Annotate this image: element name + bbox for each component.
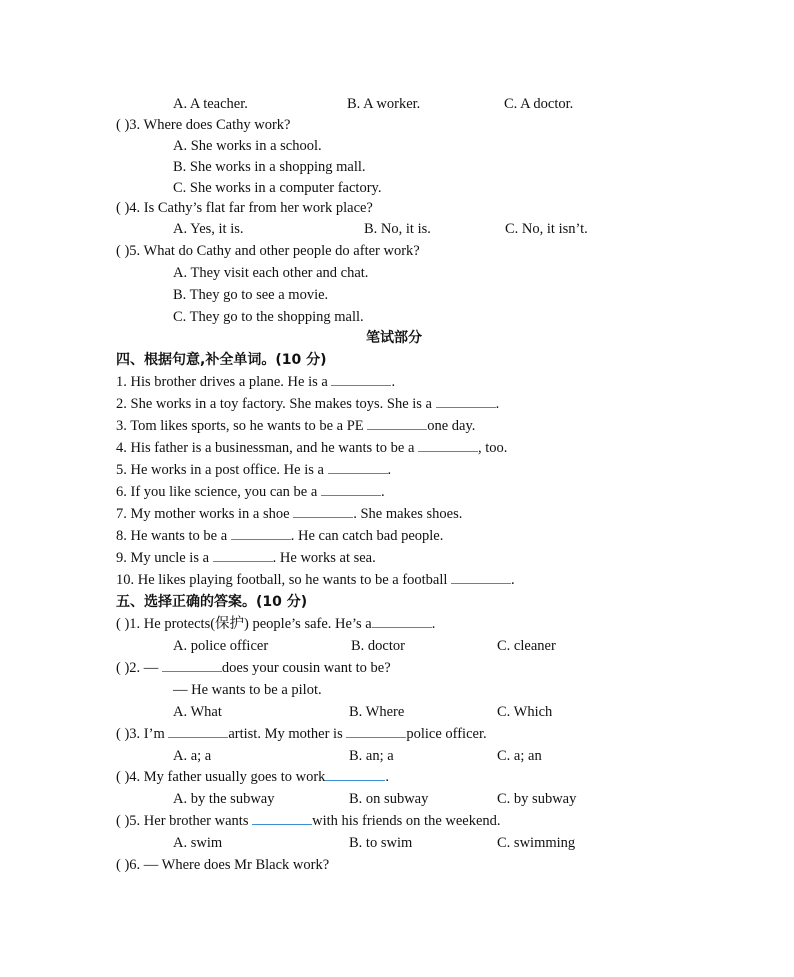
option-a: A. a; a: [173, 748, 212, 764]
option-a: A. swim: [173, 835, 223, 851]
option-a: A. by the subway: [173, 791, 275, 807]
section-5-heading: 五、选择正确的答案。(10 分): [116, 594, 308, 610]
item-text: 9. My uncle is a: [116, 550, 213, 566]
answer-blank[interactable]: [372, 615, 432, 628]
question-text: ( )2. —: [116, 660, 162, 676]
item-text: 5. He works in a post office. He is a: [116, 462, 328, 478]
option-a: A. She works in a school.: [173, 138, 322, 154]
item-text: , too.: [478, 440, 508, 456]
answer-blank[interactable]: [252, 812, 312, 825]
question-text: ( )1. He protects(保护) people’s safe. He’s a: [116, 616, 372, 632]
answer-blank[interactable]: [436, 395, 496, 408]
item-text: . He can catch bad people.: [290, 528, 444, 544]
item-text: .: [380, 484, 385, 500]
item-text: .: [391, 374, 396, 390]
fill-item-3: [116, 417, 475, 435]
item-text: . He works at sea.: [272, 550, 376, 566]
item-text: 10. He likes playing football, so he wants to be a football: [116, 572, 452, 588]
answer-blank[interactable]: [451, 571, 511, 584]
answer-blank[interactable]: [293, 505, 353, 518]
choice-question-2: [116, 659, 391, 677]
choice-question-5: [116, 812, 501, 830]
option-c: C. cleaner: [497, 638, 556, 654]
fill-item-6: [116, 483, 385, 501]
option-b: B. No, it is.: [364, 221, 431, 237]
dialogue-line: — He wants to be a pilot.: [173, 682, 322, 698]
item-text: 4. His father is a businessman, and he wants to be a: [116, 440, 419, 456]
answer-blank[interactable]: [418, 439, 478, 452]
answer-blank[interactable]: [231, 527, 291, 540]
option-a: A. What: [173, 704, 222, 720]
option-b: B. doctor: [351, 638, 405, 654]
answer-blank[interactable]: [162, 659, 222, 672]
answer-blank[interactable]: [346, 725, 406, 738]
question-text: does your cousin want to be?: [221, 660, 391, 676]
written-part-title: 笔试部分: [366, 330, 422, 346]
item-text: 2. She works in a toy factory. She makes toys. She is a: [116, 396, 436, 412]
option-c: C. swimming: [497, 835, 576, 851]
option-a: A. They visit each other and chat.: [173, 265, 369, 281]
item-text: 8. He wants to be a: [116, 528, 231, 544]
option-b: B. to swim: [349, 835, 413, 851]
item-text: .: [387, 462, 392, 478]
question-text: with his friends on the weekend.: [312, 813, 501, 829]
item-text: .: [511, 572, 515, 588]
fill-item-1: [116, 373, 395, 391]
item-text: one day.: [427, 418, 476, 434]
choice-question-3: [116, 725, 487, 743]
choice-question-6: ( )6. — Where does Mr Black work?: [116, 857, 330, 873]
answer-blank[interactable]: [213, 549, 273, 562]
fill-item-8: [116, 527, 443, 545]
answer-blank[interactable]: [321, 483, 381, 496]
fill-item-9: [116, 549, 376, 567]
option-c: C. a; an: [497, 748, 542, 764]
question-text: .: [385, 769, 390, 785]
answer-blank[interactable]: [328, 461, 388, 474]
fill-item-2: [116, 395, 499, 413]
option-a: A. Yes, it is.: [173, 221, 244, 237]
item-text: . She makes shoes.: [353, 506, 463, 522]
question-text: .: [431, 616, 436, 632]
question-5: ( )5. What do Cathy and other people do after work?: [116, 243, 420, 259]
option-c: C. No, it isn’t.: [505, 221, 588, 237]
item-text: 7. My mother works in a shoe: [116, 506, 294, 522]
question-text: artist. My mother is: [228, 726, 347, 742]
option-b: B. A worker.: [347, 96, 421, 112]
fill-item-4: [116, 439, 507, 457]
fill-item-5: [116, 461, 391, 479]
option-a: A. police officer: [173, 638, 269, 654]
option-b: B. She works in a shopping mall.: [173, 159, 366, 175]
answer-blank[interactable]: [168, 725, 228, 738]
question-text: police officer.: [406, 726, 487, 742]
fill-item-10: [116, 571, 515, 589]
option-b: B. They go to see a movie.: [173, 287, 329, 303]
option-b: B. an; a: [349, 748, 394, 764]
question-4: ( )4. Is Cathy’s flat far from her work place?: [116, 200, 373, 216]
item-text: .: [495, 396, 500, 412]
question-text: ( )4. My father usually goes to work: [116, 769, 326, 785]
option-a: A. A teacher.: [173, 96, 248, 112]
option-c: C. She works in a computer factory.: [173, 180, 382, 196]
item-text: 3. Tom likes sports, so he wants to be a PE: [116, 418, 368, 434]
answer-blank[interactable]: [367, 417, 427, 430]
question-text: ( )3. I’m: [116, 726, 169, 742]
choice-question-4: [116, 768, 389, 786]
section-4-heading: 四、根据句意,补全单词。(10 分): [116, 352, 327, 368]
answer-blank[interactable]: [325, 768, 385, 781]
fill-item-7: [116, 505, 462, 523]
item-text: 1. His brother drives a plane. He is a: [116, 374, 332, 390]
choice-question-1: [116, 615, 435, 633]
option-b: B. on subway: [349, 791, 429, 807]
option-b: B. Where: [349, 704, 405, 720]
question-text: ( )5. Her brother wants: [116, 813, 253, 829]
option-c: C. by subway: [497, 791, 577, 807]
option-c: C. They go to the shopping mall.: [173, 309, 364, 325]
option-c: C. A doctor.: [504, 96, 574, 112]
option-c: C. Which: [497, 704, 553, 720]
answer-blank[interactable]: [331, 373, 391, 386]
question-3: ( )3. Where does Cathy work?: [116, 117, 291, 133]
item-text: 6. If you like science, you can be a: [116, 484, 321, 500]
